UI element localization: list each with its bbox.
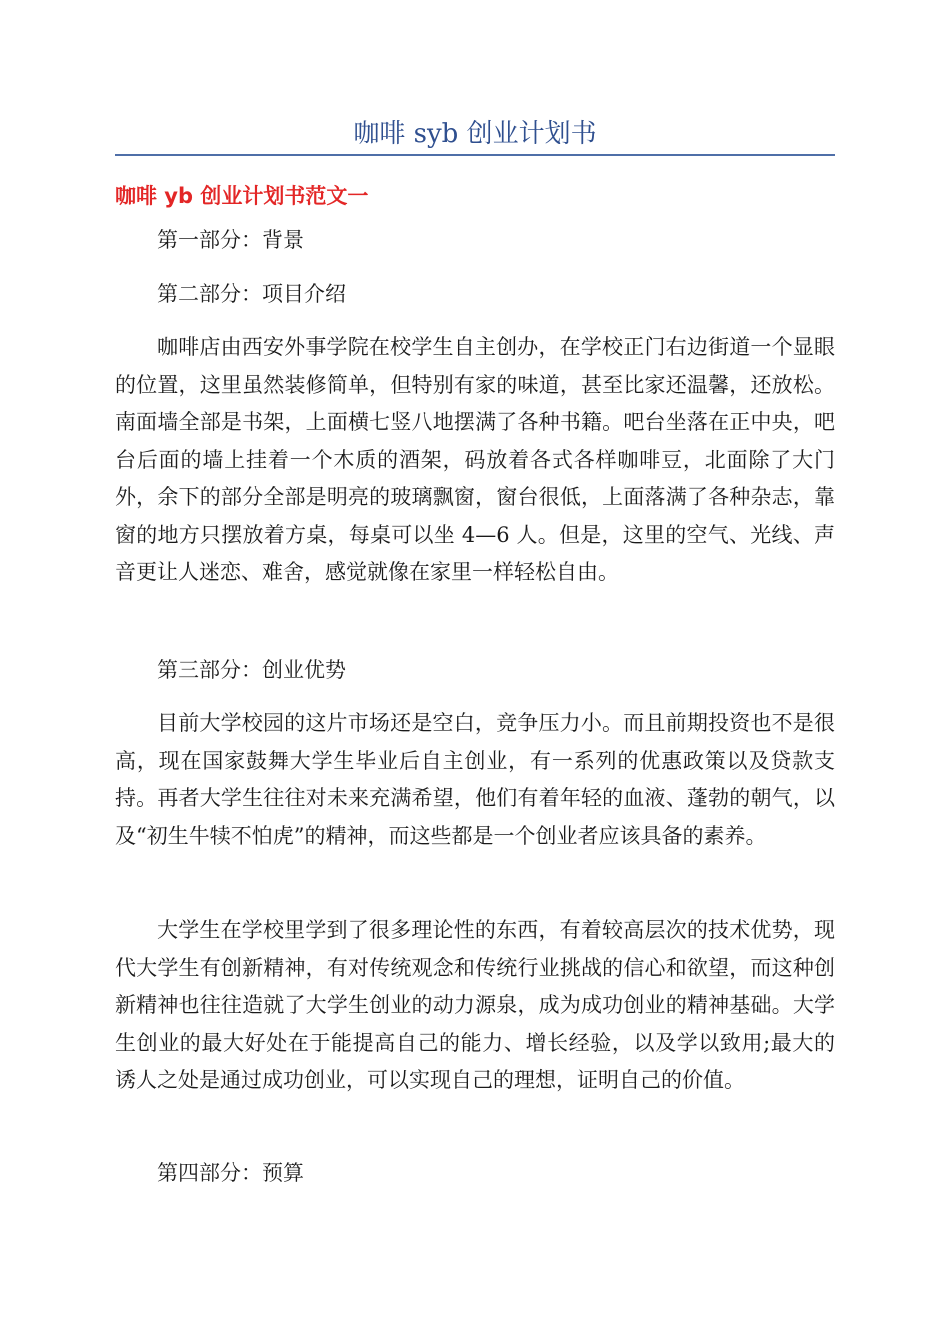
- part-3-label: 第三部分：创业优势: [157, 658, 346, 682]
- title-underline: [115, 154, 835, 156]
- section-heading: 咖啡 yb 创业计划书范文一: [115, 184, 369, 208]
- part-2-label: 第二部分：项目介绍: [157, 282, 346, 306]
- advantage-paragraph-1: 目前大学校园的这片市场还是空白，竞争压力小。而且前期投资也不是很高，现在国家鼓舞大学生毕业后自主创业，有一系列的优惠政策以及贷款支持。再者大学生往往对未来充满希望，他们有着年轻的血液、蓬勃的朝气，以及“初生牛犊不怕虎”的精神，而这些都是一个创业者应该具备的素养。: [115, 711, 835, 848]
- part-1-label: 第一部分：背景: [157, 228, 304, 252]
- advantage-paragraph-2: 大学生在学校里学到了很多理论性的东西，有着较高层次的技术优势，现代大学生有创新精神，有对传统观念和传统行业挑战的信心和欲望，而这种创新精神也往往造就了大学生创业的动力源泉，成为成功创业的精神基础。大学生创业的最大好处在于能提高自己的能力、增长经验，以及学以致用;最大的诱人之处是通过成功创业，可以实现自己的理想，证明自己的价值。: [115, 918, 835, 1092]
- part-4-label: 第四部分：预算: [157, 1161, 304, 1185]
- document-title: 咖啡 syb 创业计划书: [353, 119, 597, 149]
- intro-paragraph: 咖啡店由西安外事学院在校学生自主创办，在学校正门右边街道一个显眼的位置，这里虽然装修简单，但特别有家的味道，甚至比家还温馨，还放松。南面墙全部是书架，上面横七竖八地摆满了各种书籍。吧台坐落在正中央，吧台后面的墙上挂着一个木质的酒架，码放着各式各样咖啡豆，北面除了大门外，余下的部分全部是明亮的玻璃飘窗，窗台很低，上面落满了各种杂志，靠窗的地方只摆放着方桌，每桌可以坐 4—6 人。但是，这里的空气、光线、声音更让人迷恋、难舍，感觉就像在家里一样轻松自由。: [115, 335, 835, 584]
